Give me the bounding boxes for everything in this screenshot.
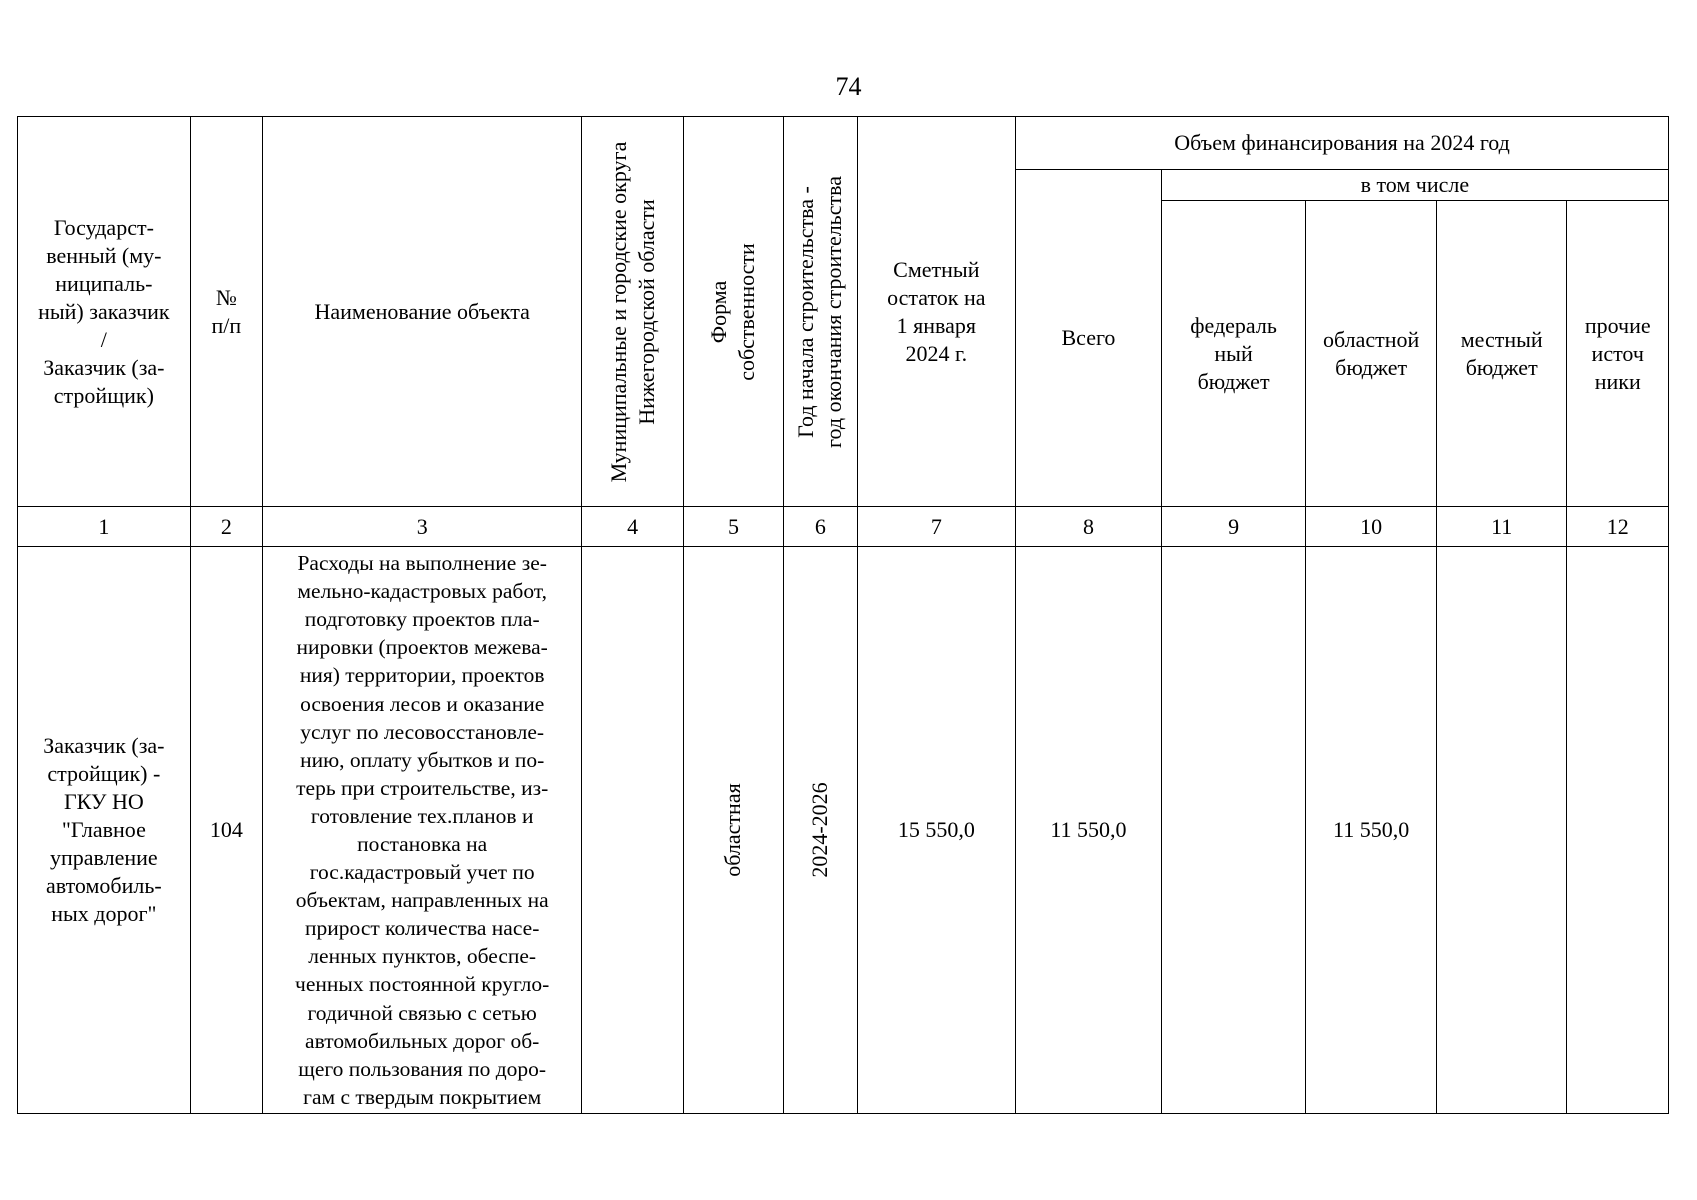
row-local [1436, 547, 1567, 1114]
header-customer [18, 117, 191, 507]
header-including: в том числе [1161, 170, 1668, 201]
header-years-text: Год начала строительства - год окончания строительства [793, 175, 847, 448]
row-federal [1161, 547, 1306, 1114]
header-federal: федераль ный бюджет [1161, 201, 1306, 507]
header-row-1 [18, 117, 1669, 170]
row-municipal [582, 547, 683, 1114]
header-other: прочие источ ники [1567, 201, 1669, 507]
column-number: 7 [857, 507, 1016, 547]
row-ownership [683, 547, 783, 1114]
header-ownership-text: Форма собственности [706, 242, 760, 381]
column-number-row [18, 507, 1669, 547]
column-number: 8 [1016, 507, 1162, 547]
row-customer: Заказчик (за- стройщик) - ГКУ НО "Главное управление автомобиль- ных дорог" [18, 547, 191, 1114]
row-regional: 11 550,0 [1306, 547, 1437, 1114]
row-years-text: 2024-2026 [807, 782, 833, 878]
column-number: 10 [1306, 507, 1437, 547]
column-number: 3 [263, 507, 582, 547]
header-municipal [582, 117, 683, 507]
column-number: 4 [582, 507, 683, 547]
header-regional: областной бюджет [1306, 201, 1437, 507]
header-ownership [683, 117, 783, 507]
row-estimate: 15 550,0 [857, 547, 1016, 1114]
header-local: местный бюджет [1436, 201, 1567, 507]
row-number: 104 [190, 547, 262, 1114]
column-number: 1 [18, 507, 191, 547]
page-number: 74 [835, 72, 862, 101]
column-number: 9 [1161, 507, 1306, 547]
header-estimate: Сметный остаток на 1 января 2024 г. [857, 117, 1016, 507]
row-total: 11 550,0 [1016, 547, 1162, 1114]
column-number: 2 [190, 507, 262, 547]
investment-table [17, 116, 1669, 1114]
header-number: № п/п [190, 117, 262, 507]
header-funding-group: Объем финансирования на 2024 год [1016, 117, 1669, 170]
row-years [784, 547, 857, 1114]
header-municipal-text: Муниципальные и городские округа Нижегородской области [605, 141, 659, 482]
column-number: 5 [683, 507, 783, 547]
header-customer-text: Государст- венный (му- ниципаль- ный) заказчик / Заказчик (за- стройщик) [38, 214, 170, 408]
row-other [1567, 547, 1669, 1114]
row-object-name: Расходы на выполнение зе- мельно-кадастровых работ, подготовку проектов пла- нировки (проектов межева- ния) территории, проектов освоения лесов и оказание услуг по лесовосстановле- нию, оплату убытков и по- терь при строительстве, из- готовление тех.планов и постановка на гос.кадастровый учет по объектам, направленных на прирост количества насе- ленных пунктов, обеспе- ченных постоянной кругло- годичной связью с сетью автомобильных дорог об- щего пользования по доро- гам с твердым покрытием [263, 547, 582, 1114]
column-number: 6 [784, 507, 857, 547]
header-total: Всего [1016, 170, 1162, 507]
column-number: 12 [1567, 507, 1669, 547]
row-ownership-text: областная [720, 783, 746, 877]
column-number: 11 [1436, 507, 1567, 547]
table-row [18, 547, 1669, 1114]
header-object-name: Наименование объекта [263, 117, 582, 507]
header-years [784, 117, 857, 507]
